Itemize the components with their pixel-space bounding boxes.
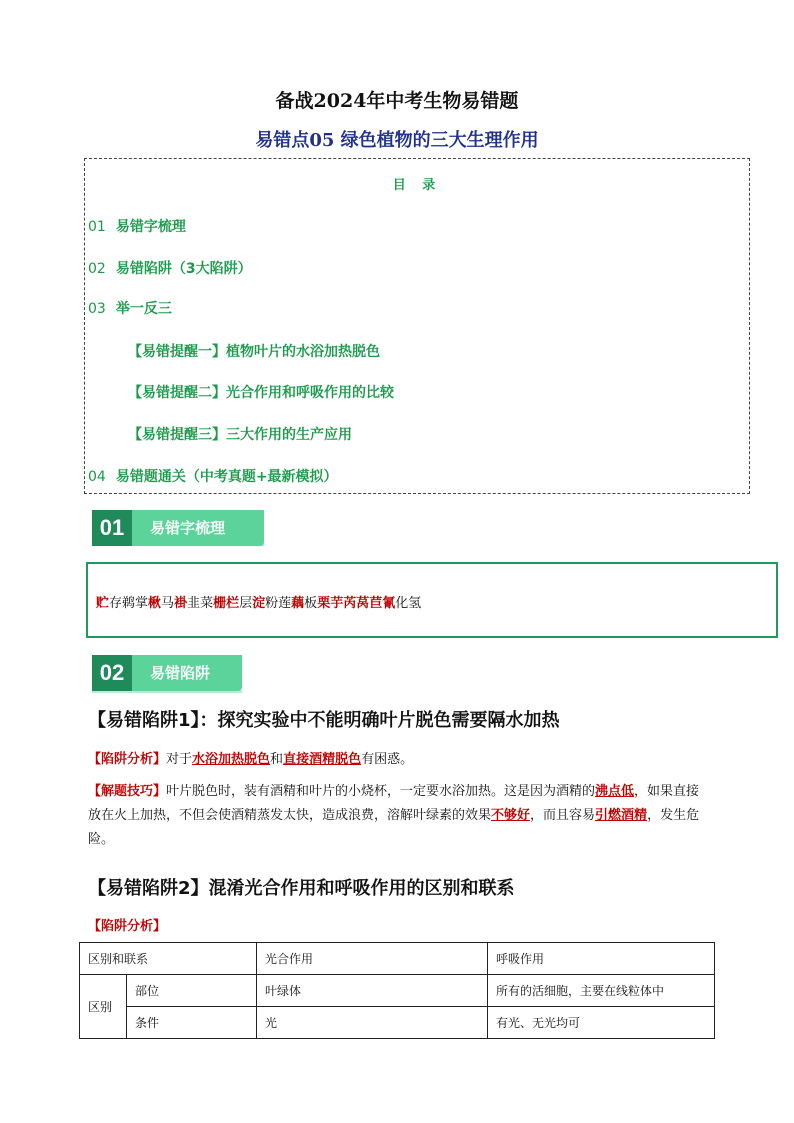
table-cell: 叶绿体 [257,975,488,1007]
table-header-cell: 区别和联系 [80,943,257,975]
key-phrase: 水浴加热脱色 [192,752,271,767]
highlighted-char: 贮 [96,596,110,611]
table-cell: 条件 [127,1007,257,1039]
toc-item-number: 01 [88,219,106,235]
plain-char: 板 [304,596,318,611]
toc-item-number: 04 [88,469,106,485]
key-phrase: 直接酒精脱色 [283,752,362,767]
table-cell: 有光、无光均可 [488,1007,715,1039]
plain-char: 化氢 [395,596,422,611]
table-header-row [80,943,715,975]
error-chars-line [96,592,421,611]
toc-item-label: 【易错提醒二】光合作用和呼吸作用的比较 [128,385,394,401]
plain-char: 层 [239,596,253,611]
toc-item-label: 【易错提醒一】植物叶片的水浴加热脱色 [128,344,380,360]
highlighted-char: 栗芋芮莴苣氰 [317,596,396,611]
toc-item-label: 易错字梳理 [115,219,186,235]
table-row [80,975,715,1007]
trap-2-title: 【易错陷阱2】混淆光合作用和呼吸作用的区别和联系 [88,878,515,899]
toc-item-label: 举一反三 [115,301,172,317]
toc-item[interactable] [88,258,252,278]
trap-1-tips [88,780,710,852]
section-01-label: 易错字梳理 [150,519,226,537]
table-group-cell: 区别 [80,975,127,1039]
table-header-cell: 光合作用 [257,943,488,975]
highlighted-char: 淀 [252,596,266,611]
text-run: ，而且容易 [530,808,596,823]
highlighted-char: 栅栏 [213,596,240,611]
toc-item-label: 易错陷阱（3大陷阱） [115,261,252,277]
highlighted-char: 褂 [174,596,188,611]
plain-char: 存鹈掌 [109,596,149,611]
plain-char: 马 [161,596,175,611]
toc-heading: 目 录 [392,178,442,193]
toc-item[interactable] [88,466,338,486]
page-title: 备战2024年中考生物易错题 [275,90,519,112]
section-02-label: 易错陷阱 [150,664,211,682]
trap-1-title: 【易错陷阱1】：探究实验中不能明确叶片脱色需要隔水加热 [88,710,560,731]
section-01-number: 01 [92,510,132,546]
toc-item-label: 【易错提醒三】三大作用的生产应用 [128,427,352,443]
toc-item-number: 02 [88,261,106,277]
toc-item-label: 易错题通关（中考真题+最新模拟） [115,469,338,485]
text-run: ，发生危险。 [88,808,700,847]
toc-item[interactable] [88,298,172,318]
text-run: 有困惑。 [361,752,414,767]
section-02-number: 02 [92,655,132,691]
section-01-tab [92,510,264,546]
key-phrase: 沸点低 [595,784,635,799]
highlighted-char: 楸 [148,596,162,611]
text-run: ，如果直接放在火上加热，不但会使酒精蒸发太快，造成浪费，溶解叶绿素的效果 [88,784,700,823]
comparison-table [79,942,715,1039]
section-02-tab [92,655,242,691]
toc-item[interactable] [128,382,394,402]
plain-char: 粉莲 [265,596,292,611]
toc-item-number: 03 [88,301,106,317]
table-cell: 所有的活细胞，主要在线粒体中 [488,975,715,1007]
table-cell: 光 [257,1007,488,1039]
highlighted-char: 藕 [291,596,305,611]
text-run: 和 [270,752,284,767]
plain-char: 韭菜 [187,596,214,611]
toc-item[interactable] [128,341,380,361]
table-cell: 部位 [127,975,257,1007]
trap-1-analysis [88,748,708,772]
trap-1-tips-label: 【解题技巧】 [88,784,167,799]
trap-2-analysis-label: 【陷阱分析】 [88,919,167,934]
key-phrase: 不够好 [491,808,531,823]
page-subtitle: 易错点05 绿色植物的三大生理作用 [255,130,539,151]
toc-item[interactable] [128,424,352,444]
table-header-cell: 呼吸作用 [488,943,715,975]
text-run: 对于 [166,752,193,767]
trap-1-analysis-label: 【陷阱分析】 [88,752,167,767]
key-phrase: 引燃酒精 [595,808,648,823]
table-row [80,1007,715,1039]
text-run: 叶片脱色时，装有酒精和叶片的小烧杯，一定要水浴加热。这是因为酒精的 [166,784,596,799]
toc-item[interactable] [88,216,186,236]
